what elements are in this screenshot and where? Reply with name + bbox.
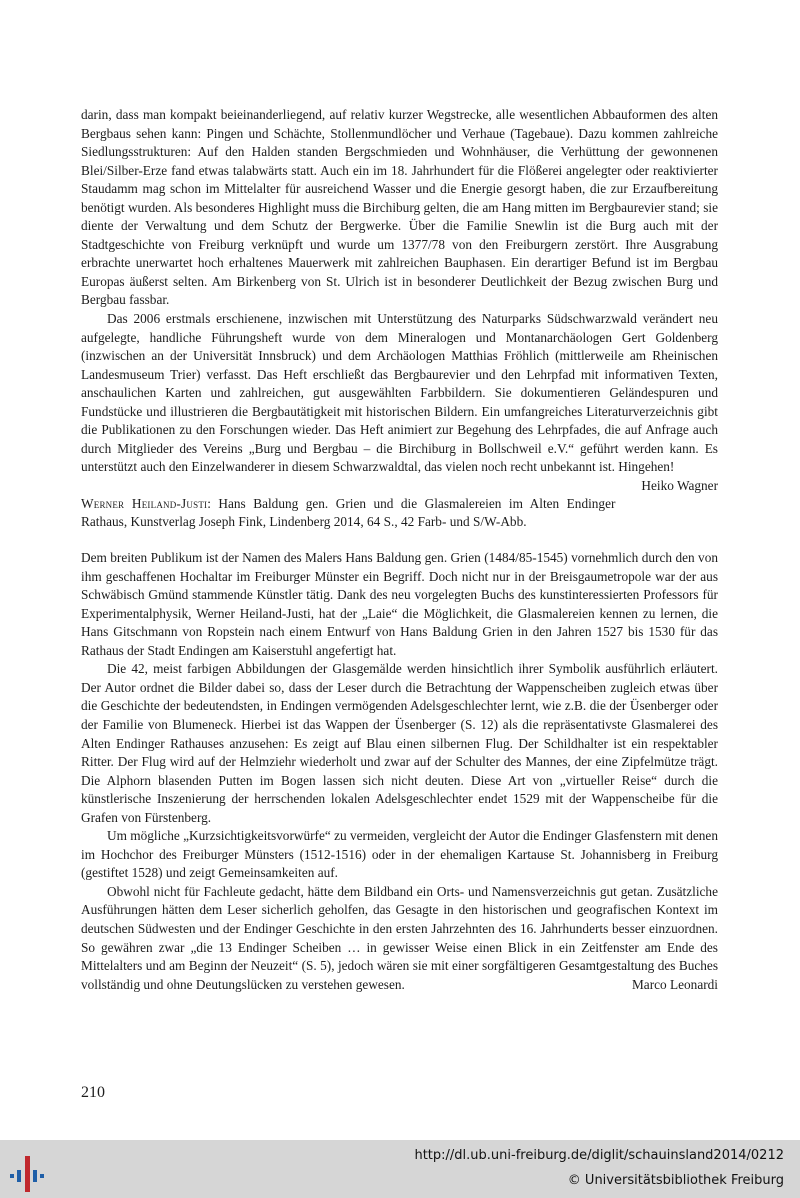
library-logo-icon: [8, 1148, 52, 1194]
footer-bar: [0, 1140, 800, 1198]
review2-paragraph-4: [81, 883, 718, 994]
review1-signature: Heiko Wagner: [641, 477, 718, 493]
review2-citation-text: : Hans Baldung gen. Grien und die Glasmalereien im Alten Endinger Rathaus, Kunstverlag Joseph Fink, Lindenberg 2014, 64 S., 42 Farb- und S/W-Abb.: [81, 495, 616, 530]
review2-paragraph-1: Dem breiten Publikum ist der Namen des Malers Hans Baldung gen. Grien (1484/85-1545) vornehmlich durch den von ihm geschaffenen Hochaltar im Freiburger Münster ein Begriff. Doch nicht nur in der Breisgaumetropole war der aus Schwäbisch Gmünd stammende Künstler tätig. Dank des neu vorgelegten Buchs des kunstinteressierten Professors für Experimentalphysik, Werner Heiland-Justi, hat der „Laie“ die Möglichkeit, die Glasmalereien kennen zu lernen, die Hans Gitschmann von Ropstein nach einem Entwurf von Hans Baldung Grien in den Jahren 1527 bis 1530 für das Rathaus der Stadt Endingen am Kaiserstuhl angefertigt hat.: [81, 550, 718, 658]
footer-url-link[interactable]: http://dl.ub.uni-freiburg.de/diglit/schauinsland2014/0212: [414, 1148, 784, 1163]
review2-paragraph-2: Die 42, meist farbigen Abbildungen der Glasgemälde werden hinsichtlich ihrer Symbolik ausführlich erläutert. Der Autor ordnet die Bilder dabei so, dass der Leser durch die Betrachtung der Wappenscheiben zugleich etwas über die Geschichte der bedeutendsten, in Endingen vermögenden Adelsgeschlechter lernt, wie z.B. die der Üsenberger oder der Familie von Blumeneck. Hierbei ist das Wappen der Üsenberger (S. 12) als die repräsentativste Glasmalerei des Alten Endinger Rathauses anzusehen: Es zeigt auf Blau einen silbernen Flug. Der Schildhalter ist ein respektabler Ritter. Der Flug wird auf der Helmziehr wiederholt und zwar auf der Schulter des Mannes, der eine Zipfelmütze trägt. Die Alphorn blasenden Putten im Bogen lassen sich nicht deuten. Diese Art von „virtueller Reise“ durch die künstlerische Inszenierung der herrschenden lokalen Adelsgeschlechter endet 1529 mit der Wappenscheibe für die Grafen von Fürstenberg.: [81, 661, 718, 825]
review1-paragraph-1: darin, dass man kompakt beieinanderliegend, auf relativ kurzer Wegstrecke, alle wesentlichen Abbauformen des alten Bergbaus sehen kann: Pingen und Schächte, Stollenmundlöcher und Verhaue (Tagebaue). Dazu kommen zahlreiche Siedlungsstrukturen: Auf den Halden standen Bergschmieden und Wohnhäuser, die Verhüttung der gewonnenen Blei/Silber-Erze fand etwas talabwärts statt. Auch ein im 18. Jahrhundert für die Flößerei angelegter oder reaktivierter Staudamm mag schon im Mittelalter für ausreichend Wasser und die Energie gesorgt haben, die zur Erzaufbereitung benötigt wurden. Als besonderes Highlight muss die Birchiburg gelten, die am Hang mitten im Bergbaurevier stand; sie diente der Verwaltung und dem Schutz der Bergwerke. Über die Familie Snewlin ist die Burg auch mit der Stadtgeschichte von Freiburg verknüpft und wurde um 1377/78 von den Freiburgern zerstört. Ihre Ausgrabung erbrachte unerwartet hoch erhaltenes Mauerwerk mit zahlreichen Bauphasen. Ein derartiger Befund ist im Bergbau Europas äußerst selten. Am Birkenberg von St. Ulrich ist in besonderer Deutlichkeit der Bezug zwischen Burg und Bergbau fassbar.: [81, 107, 718, 308]
review1-paragraph-2-text: Das 2006 erstmals erschienene, inzwischen mit Unterstützung des Naturparks Südschwarzwald verändert neu aufgelegte, handliche Führungsheft wurde von dem Mineralogen und Montanarchäologen Gert Goldenberg (inzwischen an der Universität Innsbruck) und dem Archäologen Matthias Fröhlich (mittlerweile am Rheinischen Landesmuseum Trier) verfasst. Das Heft erschließt das Bergbaurevier und den Lehrpfad mit informativen Texten, anschaulichen Karten und zahlreichen, gut ausgewählten Farbbildern. Sie dokumentieren Geländespuren und Fundstücke und illustrieren die Bergbautätigkeit mit historischen Bildern. Ein umfangreiches Literaturverzeichnis gibt die Publikationen zu den Forschungen wieder. Das Heft animiert zur Begehung des Lehrpfades, die auf Anfrage auch durch Mitglieder des Vereins „Burg und Bergbau – die Birchiburg in Bollschweil e.V.“ geführt werden kann. Es unterstützt auch den Einzelwanderer in diesem Schwarzwaldtal, das vielen noch recht unbekannt ist. Hingehen!: [81, 311, 718, 475]
page-number: 210: [81, 1084, 105, 1101]
section-spacer: [81, 532, 718, 549]
review1-paragraph-2: [81, 310, 718, 493]
review2-citation: [81, 495, 718, 532]
review2-paragraph-3: Um mögliche „Kurzsichtigkeitsvorwürfe“ zu vermeiden, vergleicht der Autor die Endinger Glasfenstern mit denen im Hochchor des Freiburger Münsters (1512-1516) oder in der ehemaligen Kartause St. Johannisberg in Freiburg (gestiftet 1528) und zeigt Gemeinsamkeiten auf.: [81, 828, 718, 881]
review2-paragraph-4-text: Obwohl nicht für Fachleute gedacht, hätte dem Bildband ein Orts- und Namensverzeichnis gut getan. Zusätzliche Ausführungen hätten dem Leser sicherlich geholfen, das Gesagte in den historischen und geografischen Kontext im deutschen Südwesten und der Endinger Geschichte in den ersten Jahrzehnten des 16. Jahrhunderts besser einzuordnen. So gewähren zwar „die 13 Endinger Scheiben … in gewisser Weise einen Blick in ein Zeitfenster am Ende des Mittelalters und am Beginn der Neuzeit“ (S. 5), jedoch wären sie mit einer sorgfältigeren Gesamtgestaltung des Buches vollständig und ohne Deutungslücken zu verstehen gewesen.: [81, 883, 718, 992]
review2-author: Werner Heiland-Justi: [81, 495, 208, 511]
page-text-column: [81, 106, 718, 994]
footer-copyright: © Universitätsbibliothek Freiburg: [567, 1173, 784, 1188]
review2-signature: Marco Leonardi: [631, 976, 718, 992]
